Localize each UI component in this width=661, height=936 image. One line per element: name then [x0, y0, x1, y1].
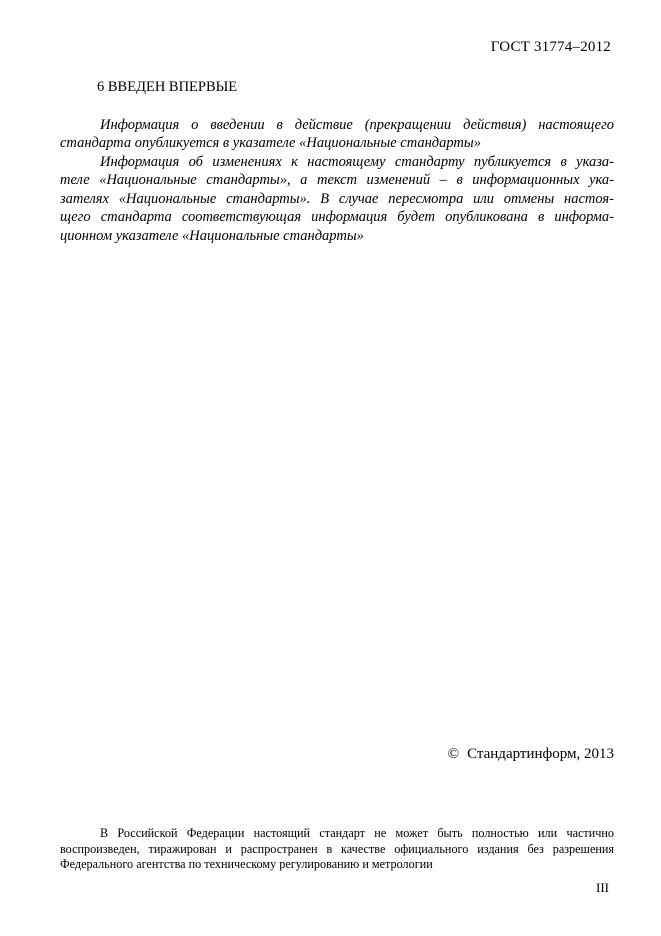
amendments-notice-line: зателях «Национальные стандарты». В случае пересмотра или отмены настоя- — [60, 190, 614, 207]
page-number: III — [596, 880, 609, 895]
amendments-notice-line: Информация об изменениях к настоящему стандарту публикуется в указа- — [100, 154, 614, 170]
enactment-notice — [60, 116, 614, 153]
amendments-notice-line: ционном указателе «Национальные стандарты» — [60, 227, 364, 244]
enactment-notice-line: стандарта опубликуется в указателе «Национальные стандарты» — [60, 135, 481, 152]
restriction-line: В Российской Федерации настоящий стандарт не может быть полностью или частично — [100, 826, 614, 840]
amendments-notice — [60, 153, 614, 245]
document-code: ГОСТ 31774–2012 — [490, 39, 611, 55]
copyright-icon: © — [447, 746, 460, 762]
copyright-text: Стандартинформ, 2013 — [467, 746, 614, 762]
restriction-line: Федерального агентства по техническому регулированию и метрологии — [60, 857, 433, 871]
restriction-line: воспроизведен, тиражирован и распространен в качестве официального издания без разрешения — [60, 841, 614, 856]
amendments-notice-line: щего стандарта соответствующая информация будет опубликована в информа- — [60, 209, 614, 226]
reproduction-restriction-notice — [60, 826, 614, 873]
copyright-notice — [448, 746, 614, 763]
enactment-notice-line: Информация о введении в действие (прекращении действия) настоящего — [100, 117, 614, 133]
amendments-notice-line: теле «Национальные стандарты», а текст изменений – в информационных ука- — [60, 172, 614, 189]
section-intro-statement: 6 ВВЕДЕН ВПЕРВЫЕ — [97, 79, 238, 95]
